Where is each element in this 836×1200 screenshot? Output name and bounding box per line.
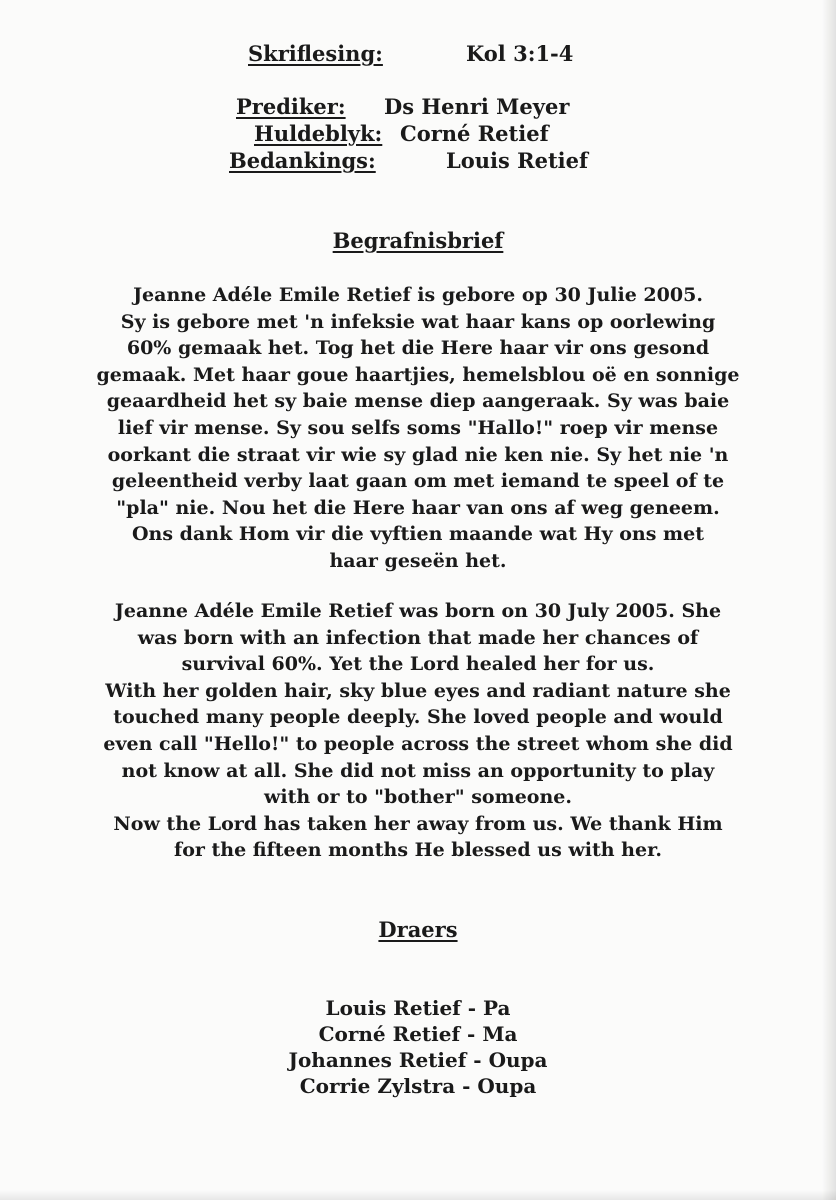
afrikaans-line: oorkant die straat vir wie sy glad nie ken nie. Sy het nie 'n	[107, 443, 729, 466]
afrikaans-line: geleentheid verby laat gaan om met iemand te speel of te	[111, 470, 725, 493]
bearer-name: Corné Retief - Ma	[318, 1022, 518, 1046]
tribute-label: Huldeblyk:	[254, 121, 383, 146]
afrikaans-paragraph	[40, 282, 796, 575]
english-line: survival 60%. Yet the Lord healed her for us.	[181, 653, 655, 676]
english-line: Now the Lord has taken her away from us. We thank Him	[113, 812, 723, 835]
thanks-label: Bedankings:	[229, 148, 376, 173]
afrikaans-line: Jeanne Adéle Emile Retief is gebore op 30 Julie 2005.	[133, 284, 703, 306]
english-line: even call "Hello!" to people across the street whom she did	[103, 732, 733, 755]
reading-value: Kol 3:1-4	[466, 41, 574, 66]
bearer-name: Corrie Zylstra - Oupa	[299, 1074, 537, 1098]
english-line: With her golden hair, sky blue eyes and radiant nature she	[105, 679, 731, 702]
bearers-heading: Draers	[378, 917, 458, 942]
english-paragraph	[40, 598, 796, 864]
afrikaans-line: gemaak. Met haar goue haartjies, hemelsblou oë en sonnige	[96, 363, 740, 386]
afrikaans-line: lief vir mense. Sy sou selfs soms "Hallo!" roep vir mense	[117, 416, 719, 439]
preacher-value: Ds Henri Meyer	[384, 94, 570, 119]
english-line: for the fifteen months He blessed us with her.	[174, 839, 662, 862]
english-line: was born with an infection that made her chances of	[137, 626, 699, 649]
reading-label: Skriflesing:	[248, 41, 383, 66]
afrikaans-line: Sy is gebore met 'n infeksie wat haar kans op oorlewing	[120, 310, 716, 333]
english-line: not know at all. She did not miss an opportunity to play	[121, 759, 715, 782]
english-line: touched many people deeply. She loved people and would	[113, 706, 723, 729]
preacher-label: Prediker:	[236, 94, 346, 119]
afrikaans-line: haar geseën het.	[329, 549, 507, 572]
bearers-list	[0, 995, 836, 1099]
afrikaans-line: geaardheid het sy baie mense diep aangeraak. Sy was baie	[106, 390, 730, 413]
obituary-heading: Begrafnisbrief	[332, 228, 504, 253]
tribute-value: Corné Retief	[400, 121, 549, 146]
english-line: with or to "bother" someone.	[264, 786, 572, 809]
bearer-name: Louis Retief - Pa	[325, 996, 511, 1020]
bearers-heading-row	[0, 918, 836, 942]
bearer-name: Johannes Retief - Oupa	[288, 1048, 548, 1072]
afrikaans-line: 60% gemaak het. Tog het die Here haar vir ons gesond	[126, 337, 710, 360]
afrikaans-line: Ons dank Hom vir die vyftien maande wat Hy ons met	[131, 523, 705, 546]
paper-bottom-shadow	[0, 1190, 836, 1200]
thanks-value: Louis Retief	[446, 148, 589, 173]
english-line: Jeanne Adéle Emile Retief was born on 30 July 2005. She	[114, 600, 722, 622]
obituary-heading-row	[0, 229, 836, 253]
afrikaans-line: "pla" nie. Nou het die Here haar van ons af weg geneem.	[116, 496, 720, 519]
